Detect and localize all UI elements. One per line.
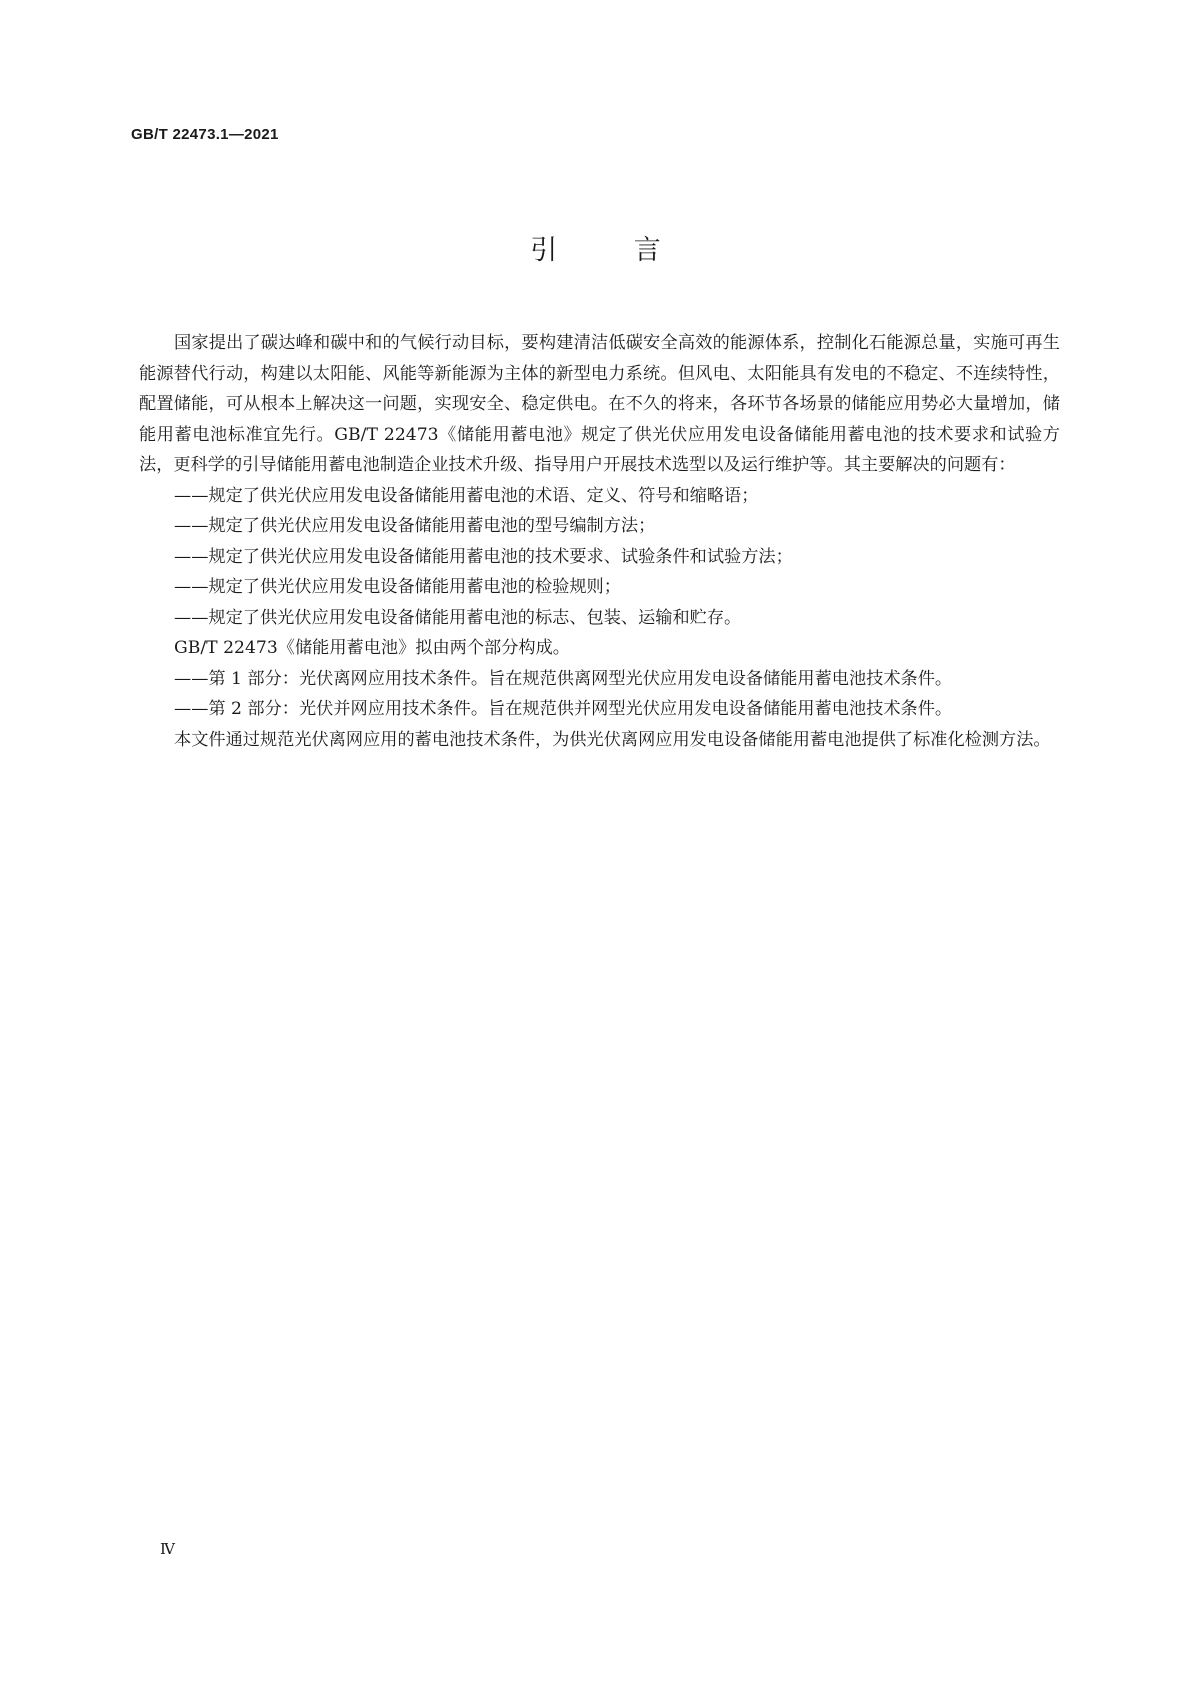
standard-number: GB/T 22473.1—2021: [131, 126, 279, 143]
list-item-requirements: ——规定了供光伏应用发电设备储能用蓄电池的技术要求、试验条件和试验方法；: [174, 546, 793, 567]
list-item-part-2: ——第 2 部分：光伏并网应用技术条件。旨在规范供并网型光伏应用发电设备储能用蓄电池技术条件。: [174, 699, 953, 719]
page-title: 引 言: [530, 235, 695, 266]
list-item-terms: ——规定了供光伏应用发电设备储能用蓄电池的术语、定义、符号和缩略语；: [174, 485, 759, 506]
paragraph-parts: GB/T 22473《储能用蓄电池》拟由两个部分构成。: [174, 638, 570, 658]
paragraph-intro: 国家提出了碳达峰和碳中和的气候行动目标，要构建清洁低碳安全高效的能源体系，控制化石能源总量，实施可再生能源替代行动，构建以太阳能、风能等新能源为主体的新型电力系统。但风电、太阳能具有发电的不稳定、不连续特性，配置储能，可从根本上解决这一问题，实现安全、稳定供电。在不久的将来，各环节各场景的储能应用势必大量增加，储能用蓄电池标准宜先行。GB/T 22473《储能用蓄电池》规定了供光伏应用发电设备储能用蓄电池的技术要求和试验方法，更科学的引导储能用蓄电池制造企业技术升级、指导用户开展技术选型以及运行维护等。其主要解决的问题有：: [139, 333, 1060, 475]
list-item-model: ——规定了供光伏应用发电设备储能用蓄电池的型号编制方法；: [174, 516, 656, 536]
list-item-inspection: ——规定了供光伏应用发电设备储能用蓄电池的检验规则；: [174, 577, 621, 597]
list-item-marking: ——规定了供光伏应用发电设备储能用蓄电池的标志、包装、运输和贮存。: [174, 607, 742, 628]
body-text: [139, 328, 1060, 755]
paragraph-scope: 本文件通过规范光伏离网应用的蓄电池技术条件，为供光伏离网应用发电设备储能用蓄电池提供了标准化检测方法。: [174, 729, 1051, 750]
page-number: Ⅳ: [160, 1540, 175, 1558]
list-item-part-1: ——第 1 部分：光伏离网应用技术条件。旨在规范供离网型光伏应用发电设备储能用蓄电池技术条件。: [174, 668, 953, 689]
